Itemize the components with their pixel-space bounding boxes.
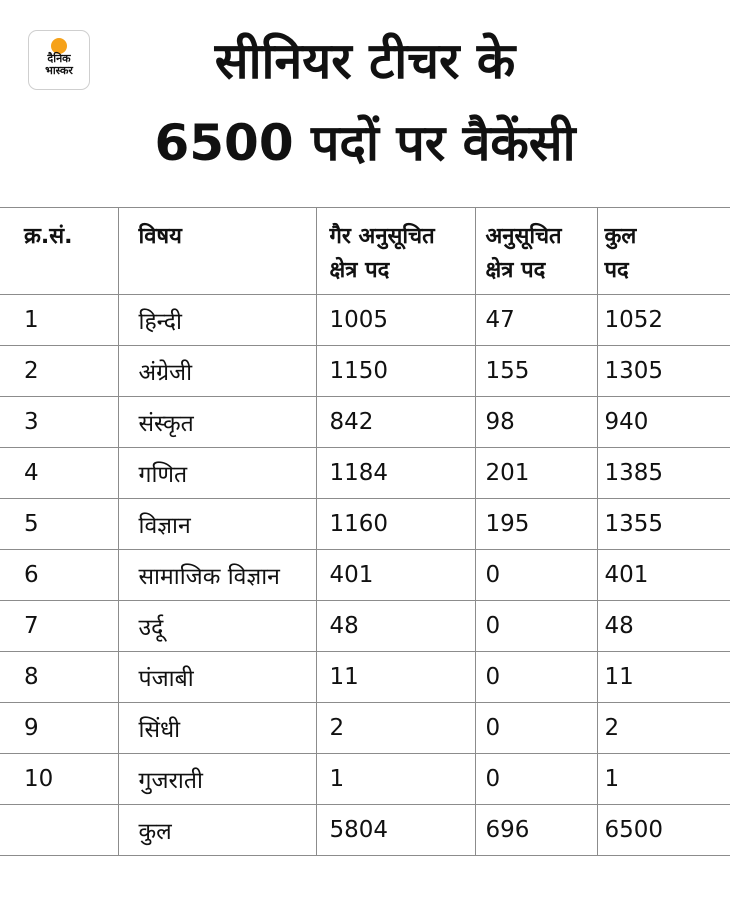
cell-total: 1305: [597, 346, 730, 397]
cell-subject: गणित: [118, 448, 316, 499]
total-cell-serial: [0, 805, 118, 856]
cell-subject: गुजराती: [118, 754, 316, 805]
cell-non-scheduled: 1184: [316, 448, 475, 499]
cell-total: 2: [597, 703, 730, 754]
cell-non-scheduled: 48: [316, 601, 475, 652]
cell-serial: 7: [0, 601, 118, 652]
total-cell-label: कुल: [118, 805, 316, 856]
logo-line-2: भास्कर: [45, 64, 73, 77]
cell-scheduled: 47: [475, 295, 597, 346]
dainik-bhaskar-logo: [28, 30, 90, 90]
total-cell-total: 6500: [597, 805, 730, 856]
cell-subject: विज्ञान: [118, 499, 316, 550]
total-cell-non-scheduled: 5804: [316, 805, 475, 856]
cell-subject: पंजाबी: [118, 652, 316, 703]
cell-scheduled: 0: [475, 601, 597, 652]
cell-serial: 6: [0, 550, 118, 601]
table-row: [0, 703, 730, 754]
cell-scheduled: 0: [475, 550, 597, 601]
cell-scheduled: 0: [475, 703, 597, 754]
cell-subject: उर्दू: [118, 601, 316, 652]
table-total-row: [0, 805, 730, 856]
cell-non-scheduled: 1150: [316, 346, 475, 397]
cell-total: 11: [597, 652, 730, 703]
header-scheduled-line1: अनुसूचित: [485, 224, 562, 249]
vacancy-table: [0, 207, 730, 856]
header-total-line1: कुल: [604, 224, 637, 249]
cell-serial: 10: [0, 754, 118, 805]
cell-scheduled: 201: [475, 448, 597, 499]
cell-serial: 5: [0, 499, 118, 550]
table-row: [0, 448, 730, 499]
cell-subject: सामाजिक विज्ञान: [118, 550, 316, 601]
cell-serial: 3: [0, 397, 118, 448]
cell-total: 1385: [597, 448, 730, 499]
cell-serial: 8: [0, 652, 118, 703]
header-scheduled-line2: क्षेत्र पद: [485, 258, 546, 283]
headline-line-1: सीनियर टीचर के: [214, 32, 516, 90]
cell-subject: हिन्दी: [118, 295, 316, 346]
cell-total: 401: [597, 550, 730, 601]
table-row: [0, 754, 730, 805]
cell-scheduled: 155: [475, 346, 597, 397]
header-scheduled: [475, 208, 597, 295]
header-subject: [118, 208, 316, 295]
header-serial-label: क्र.सं.: [24, 224, 73, 249]
cell-scheduled: 195: [475, 499, 597, 550]
headline-line-2: 6500 पदों पर वैकेंसी: [154, 114, 576, 172]
table-row: [0, 550, 730, 601]
cell-total: 1355: [597, 499, 730, 550]
cell-serial: 9: [0, 703, 118, 754]
cell-non-scheduled: 842: [316, 397, 475, 448]
header-non-scheduled-line1: गैर अनुसूचित: [329, 224, 435, 249]
header-total-line2: पद: [604, 258, 629, 283]
cell-non-scheduled: 11: [316, 652, 475, 703]
header-non-scheduled: [316, 208, 475, 295]
table-row: [0, 499, 730, 550]
cell-subject: अंग्रेजी: [118, 346, 316, 397]
header-total: [597, 208, 730, 295]
cell-total: 1: [597, 754, 730, 805]
table-header-row: [0, 208, 730, 295]
table-row: [0, 346, 730, 397]
cell-total: 940: [597, 397, 730, 448]
table-row: [0, 652, 730, 703]
table-row: [0, 397, 730, 448]
cell-scheduled: 98: [475, 397, 597, 448]
table-row: [0, 295, 730, 346]
cell-total: 48: [597, 601, 730, 652]
cell-non-scheduled: 2: [316, 703, 475, 754]
cell-total: 1052: [597, 295, 730, 346]
header-serial: [0, 208, 118, 295]
header-subject-label: विषय: [138, 224, 182, 249]
logo-line-1: दैनिक: [47, 52, 71, 65]
cell-non-scheduled: 1160: [316, 499, 475, 550]
table-row: [0, 601, 730, 652]
header-non-scheduled-line2: क्षेत्र पद: [329, 258, 390, 283]
cell-scheduled: 0: [475, 754, 597, 805]
cell-non-scheduled: 1005: [316, 295, 475, 346]
cell-non-scheduled: 401: [316, 550, 475, 601]
cell-serial: 2: [0, 346, 118, 397]
cell-subject: संस्कृत: [118, 397, 316, 448]
cell-scheduled: 0: [475, 652, 597, 703]
cell-non-scheduled: 1: [316, 754, 475, 805]
cell-serial: 4: [0, 448, 118, 499]
cell-serial: 1: [0, 295, 118, 346]
total-cell-scheduled: 696: [475, 805, 597, 856]
cell-subject: सिंधी: [118, 703, 316, 754]
